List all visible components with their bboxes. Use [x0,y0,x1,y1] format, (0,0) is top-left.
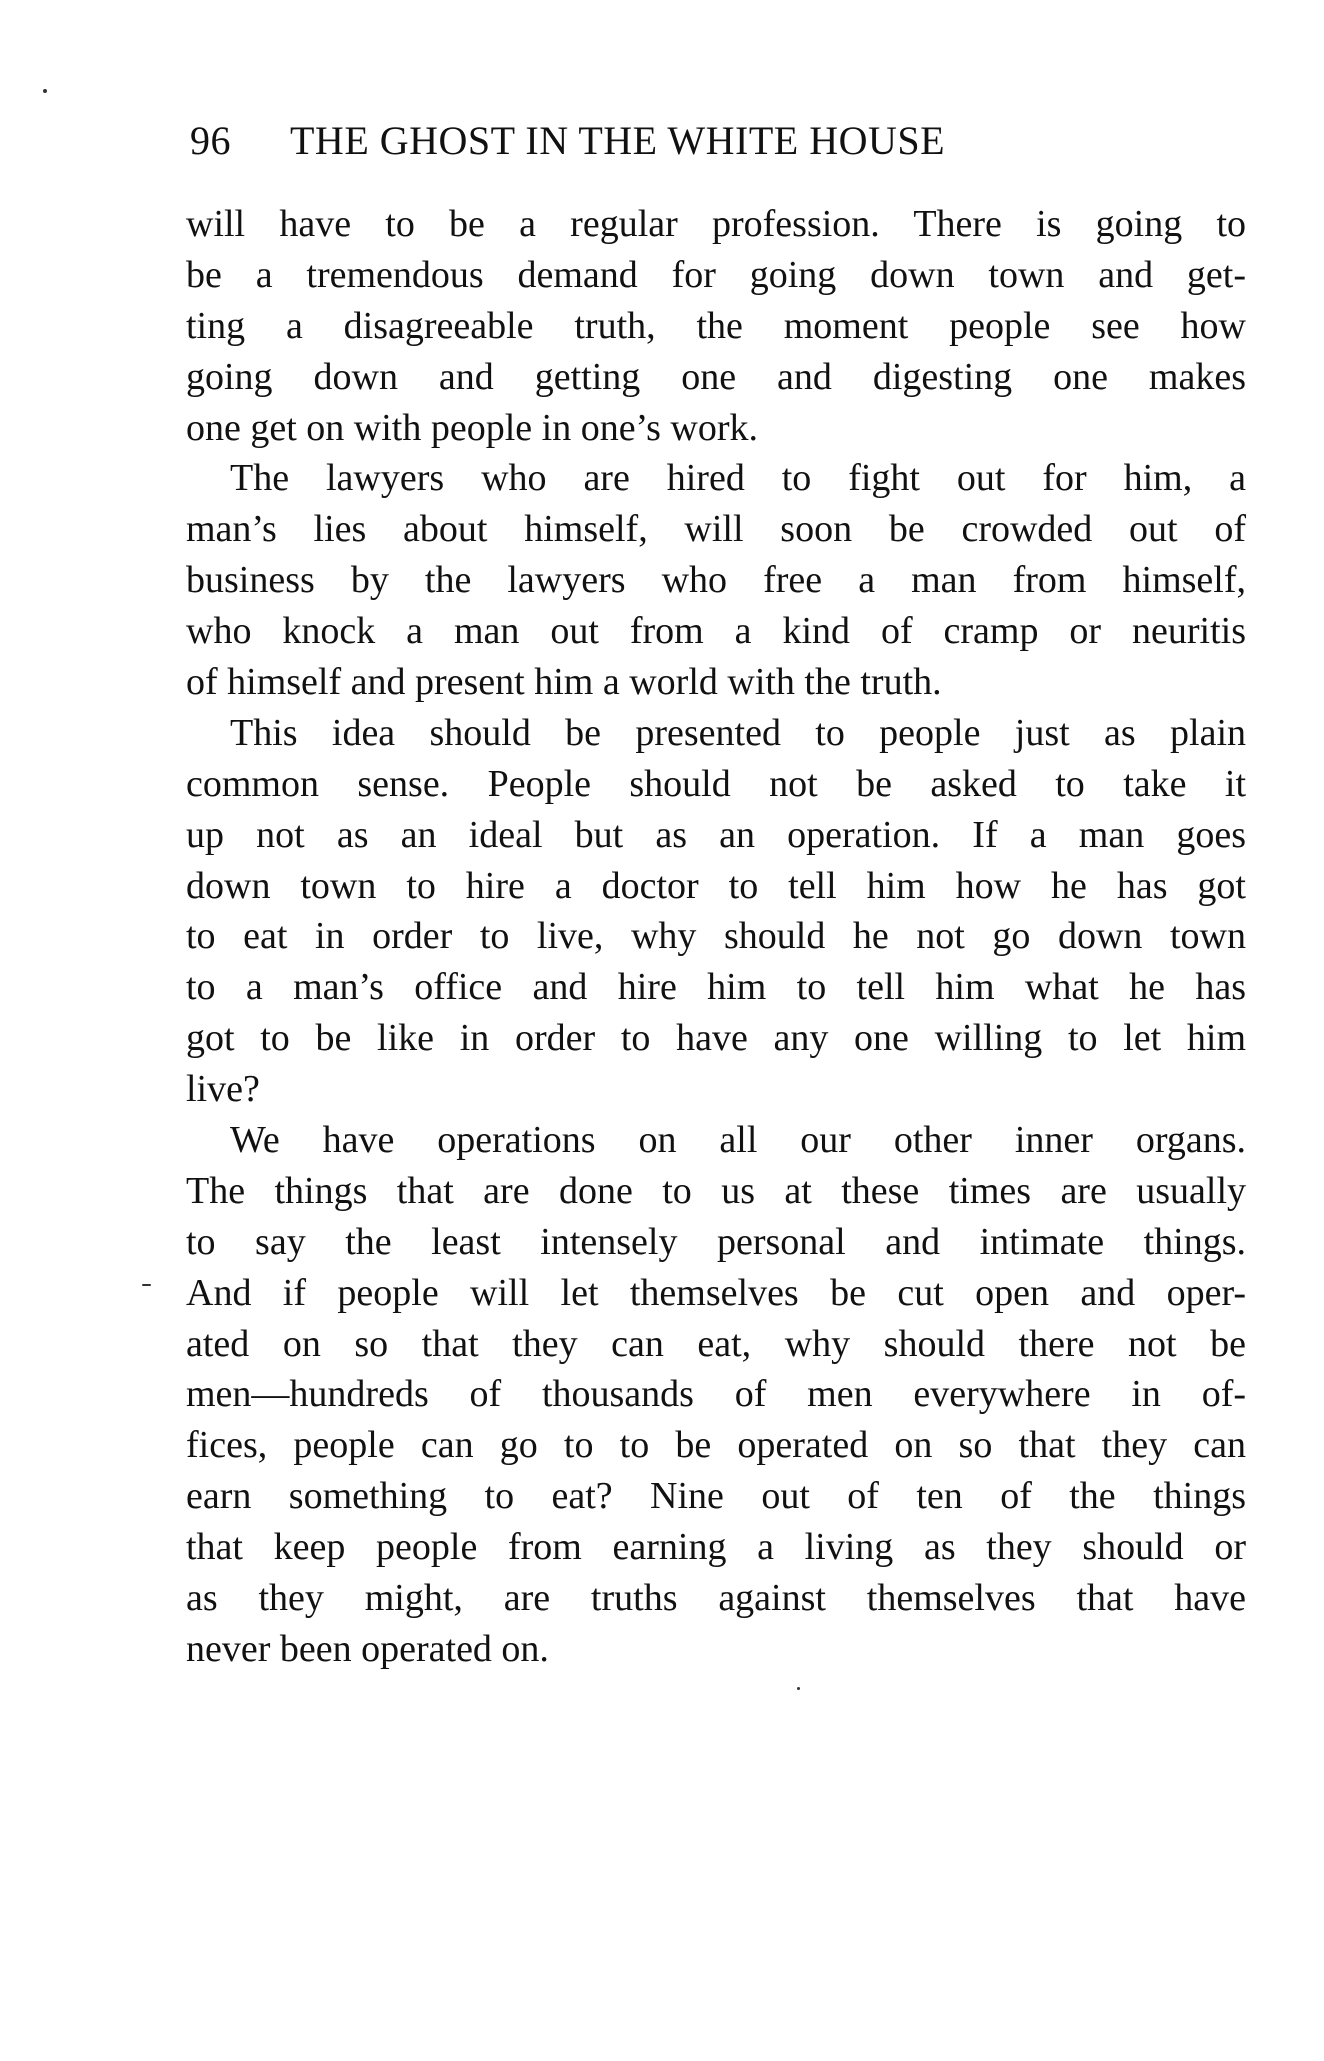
text-line: never been operated on. [186,1627,549,1670]
text-line: to eat in order to live, why should he not go down town [186,915,1246,958]
text-line: will have to be a regular profession. There is going to [186,203,1246,245]
text-line: men—hundreds of thousands of men everywhere in of- [186,1373,1246,1416]
paragraph-4 [186,1115,1246,1675]
text-line: who knock a man out from a kind of cramp or neuritis [186,610,1246,653]
scan-speck [142,1284,151,1286]
paragraph-2 [186,453,1246,707]
text-line: The things that are done to us at these times are usually [186,1169,1246,1212]
text-line: common sense. People should not be asked to take it [186,762,1246,805]
text-line: And if people will let themselves be cut open and oper- [186,1271,1246,1314]
text-line: going down and getting one and digesting one makes [186,355,1246,398]
text-line: of himself and present him a world with the truth. [186,661,942,704]
text-line: The lawyers who are hired to fight out for him, a [230,457,1246,500]
text-line: to say the least intensely personal and intimate things. [186,1220,1246,1263]
text-line: business by the lawyers who free a man from himself, [186,559,1246,602]
text-line: to a man’s office and hire him to tell him what he has [186,966,1246,1009]
running-title: THE GHOST IN THE WHITE HOUSE [290,118,946,163]
scan-speck [43,89,47,93]
text-line: one get on with people in one’s work. [186,406,759,449]
text-line: ting a disagreeable truth, the moment people see how [186,304,1246,347]
text-line: We have operations on all our other inner organs. [230,1119,1246,1162]
text-line: that keep people from earning a living as they should or [186,1526,1246,1569]
text-line: got to be like in order to have any one willing to let him [186,1017,1246,1060]
page-number: 96 [190,118,231,163]
text-line: ated on so that they can eat, why should there not be [186,1322,1246,1365]
text-line: This idea should be presented to people just as plain [230,711,1246,754]
running-head [190,116,1250,166]
body-text [186,199,1246,1675]
paragraph-3 [186,708,1246,1115]
text-line: fices, people can go to to be operated on so that they can [186,1424,1246,1467]
text-line: as they might, are truths against themselves that have [186,1577,1246,1620]
text-line: be a tremendous demand for going down town and get- [186,253,1246,296]
text-line: down town to hire a doctor to tell him how he has got [186,864,1246,907]
text-line: earn something to eat? Nine out of ten of the things [186,1475,1246,1518]
text-line: live? [186,1068,260,1111]
text-line: up not as an ideal but as an operation. If a man goes [186,813,1246,856]
paragraph-1 [186,199,1246,453]
text-line: man’s lies about himself, will soon be crowded out of [186,508,1246,551]
scan-speck [797,1687,800,1690]
